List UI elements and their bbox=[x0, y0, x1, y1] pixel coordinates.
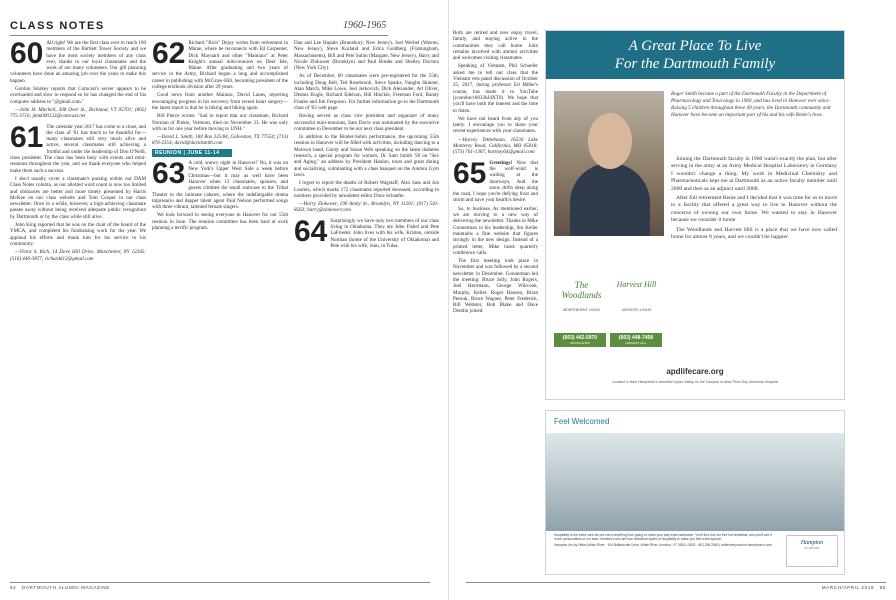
note-65-greeting: Greetings! bbox=[489, 159, 513, 166]
hampton-ad[interactable] bbox=[545, 410, 845, 575]
hampton-headline: Feel Welcomed bbox=[554, 417, 610, 426]
note-61-p2: I don't usually cover a classmate's passing within our DAM Class Notes column, as our allotted word count is now too limited and obituaries are better and more timely presented by Harris McKee on our class website and Tom Cooper in our class newsletter. Once in a while, however, a high-achieving classmate passes away without being received adequate public recognition by Dartmouth or by the class while still alive. bbox=[10, 175, 146, 220]
photo-face-shape bbox=[588, 113, 632, 169]
footer-left bbox=[10, 585, 110, 590]
magazine-name: DARTMOUTH ALUMNI MAGAZINE bbox=[21, 585, 110, 590]
hotel-lobby-image bbox=[546, 433, 844, 531]
woodlands-phone-number: (603) 442-5970 bbox=[562, 335, 598, 341]
footer-right bbox=[822, 585, 886, 590]
page-gutter bbox=[448, 0, 449, 600]
harvest-hill-phone[interactable] bbox=[610, 333, 662, 347]
note-65-text: Now that the wolf-wind is wailing at the doorways, And the snow drifts deep along the road, I hope you're defying frost and storm and have your hearth's desire. bbox=[453, 159, 538, 204]
note-61-text: The calendar year 2017 has come to a close, and the class of '61 has much to be thankful for—many classmates still very much alive and active, several classmates still achieving a fruitful and under the leadership of Don O'Neill, class president. The class has been busy with events and mini-reunions throughout the year, and we thank everyone who helped make them such a success. bbox=[10, 123, 146, 174]
note-64-p3: I regret to report the deaths of Robert Wagstaff, Alex Sass and Jon Loomis, which marks 172 classmates reported deceased, according to numbers provided by newsletter editor Dave Schaefer. bbox=[294, 180, 439, 199]
footer-rule-left bbox=[10, 582, 430, 583]
ad-location: Located in New Hampshire's beautiful Upper Valley on the Campus of Alice Peck Day Memorial Hospital bbox=[612, 380, 778, 384]
note-64b-p2: Speaking of Vietnam, Phil Schaefer asked me to tell our class that the Vietnam vets panel discussion of October 25, 2017, during professor Ed Miller's course, has made it to YouTube (youtube/c6833hJ4XT0). We hope that you'll have both the interest and the time to listen. bbox=[453, 63, 538, 114]
note-64b-p3: We have not heard from any of you lately. I encourage you to share your recent experiences with your classmates. bbox=[453, 115, 538, 135]
note-64b-text: Both are retired and now enjoy travel, family, and staying active in the communities they call home. John remains involved with alumni activities and welcomes visiting classmates. bbox=[453, 30, 538, 62]
page-number-left: 64 bbox=[10, 585, 17, 590]
ad-headline-2: For the Dartmouth Family bbox=[614, 56, 776, 72]
ad-body bbox=[671, 156, 837, 356]
note-61-signature: —Victor S. Rich, 14 Dove Hill Drive, Manchester, NY 12345; (516) 446-3877; richardd12@gmail.com bbox=[10, 249, 146, 262]
resident-photo bbox=[554, 91, 664, 236]
note-65-p3: The first meeting took place in November and was followed by a second newsletter in December. Gonnerman led the meeting: Bruce Jolly, John Rogers, Joel Herrmann, George Wiltcook, Murphy, Keller, Roger Hansen, Brian Perouk, Bruce Wagner, Peter Frederick, Bill Webster, Bob Blake and Dave Dentlin joined. bbox=[453, 258, 538, 315]
note-64-p2: In addition to the Binder-Subin performance, the upcoming 55th reunion in Hanover will be filled with activities, including dancing to a Motown band. Gordy and Susan Web speaking on the latest diabetes research, a special program for women, Dr. Sam Smith '58 on "Sex and Aging," an address by President Hanlon, tours and great dining and socializing, culminating with a class banquet on the Alumni Gym lawn. bbox=[294, 134, 439, 178]
woodlands-logo-sub: INDEPENDENT LIVING bbox=[562, 308, 601, 312]
ad-website-link[interactable]: apdlifecare.org bbox=[666, 367, 724, 376]
photo-body-shape bbox=[570, 163, 650, 236]
header-divider bbox=[10, 35, 388, 36]
woodlands-phone-label: WOODLANDS bbox=[570, 341, 590, 345]
ad-body-p3: The Woodlands and Harvest Hill is a place that we have now called home for almost 8 years, and we couldn't be happier. bbox=[671, 226, 837, 241]
class-number-62: 62 bbox=[152, 40, 186, 70]
class-number-64: 64 bbox=[294, 214, 328, 248]
class-years-range: 1960-1965 bbox=[343, 20, 387, 31]
section-title: CLASS NOTES bbox=[10, 20, 105, 32]
ad-headline-1: A Great Place To Live bbox=[628, 38, 762, 54]
note-62b-p3: Having served as class vice president and organizer of many successful mini-reunions, Sam Davis was nominated by the executive committee in December to be our next class president. bbox=[294, 113, 439, 132]
note-64-text: Surprisingly we have only two members of our class living in Oklahoma. They are John Fishel and Pete LaFrieder. John lives with his wife, Kristen, outside Norman (home of the University of Oklahoma) and Pete with his wife, Jean, in Tulsa. bbox=[330, 217, 439, 249]
reunion-badge: REUNION | JUNE 11-14 bbox=[152, 149, 232, 157]
class-number-61: 61 bbox=[10, 120, 44, 154]
note-64-signature: —Harry Zlokower, 190 Amity St., Brooklyn, NY 11201; (917) 541-8563; harry@zlokower.com bbox=[294, 201, 439, 214]
woodlands-phone[interactable] bbox=[554, 333, 606, 347]
note-60-text: All right! We are the first class ever to reach 100 members of the Bartlett Tower Society and we have the most society members of any class ever, thanks to our loyal classmates and the work of our many volunteers. Our gift planning volunteers have done an amazing job over the years to make this happen. bbox=[10, 40, 146, 84]
note-62b-text: Dan and Lee Hupalo (Brunsbury, New Jersey), Joel Werbel (Warren, New Jersey), Steve Kurland and Erica Goldberg (Framingham, Massachusetts), Bill and Pete Subin (Margate, New Jersey), Harry and Nicole Zlokower (Brooklyn) and Paul Binder and Shelley Doctors (New York City). bbox=[294, 40, 439, 72]
note-62-p3: Bill Pierce writes: "Sad to report that our classmate, Richard Norman of Pinkie, Vermont, died on November 23. He was only with us for one year before moving to UNH." bbox=[152, 113, 288, 132]
ad-quote: Roger Smith became a part of the Dartmouth Faculty in the Department of Pharmacology and Toxicology in 1960, and has lived in Hanover ever since. Raising 5 children throughout these 49 years, the Dartmouth community and Hanover have become an important part of his and his wife Renie's lives. bbox=[671, 91, 831, 118]
class-number-60: 60 bbox=[10, 40, 44, 70]
note-62-signature: —David L. Smith, 184 Box 225/84, Galveston, TX 77554; (713) 870-2354; david@davidsmith.com bbox=[152, 134, 288, 147]
ad-body-p2: After full retirement Renie and I decided that it was time for us to move to a facility that offered a great way to live in Hanover without the concerns of owning our own home. We wanted to stay in Hanover because we consider it home. bbox=[671, 195, 837, 224]
hotel-text bbox=[554, 533, 774, 548]
issue-date: MARCH/APRIL 2018 bbox=[821, 585, 875, 590]
ad-body-p1: Joining the Dartmouth faculty in 1960 wasn't exactly the plan, but after serving in the army at an Army Medical Hospital Laboratory in Germany I wouldn't change a thing. My work in Medicinal Chemistry and Pharmaceuticals kept me at Dartmouth as an active faculty member until 2000 and then as an adjunct until 2008. bbox=[671, 156, 837, 192]
harvest-hill-phone-number: (603) 448-7458 bbox=[618, 335, 654, 341]
note-62-text: Richard "Rich" Dejoy writes from retirement in Maine, where he reconnects with Ed Carpenter, Dick Maynard and other "Mainiacs" at Peter Knight's annual mini-reunion on Deer Isle, Maine. After graduating and two years of service in the Army, Richard began a long and accomplished career in publishing with McGraw-Hill, becoming president of the college textbook division after 29 years. bbox=[152, 40, 288, 91]
woodlands-logo: The Woodlands bbox=[561, 280, 602, 300]
note-62b-p2: As of December, 60 classmates were pre-registered for the 55th, including Doug Bell, Ted Rosebrook, Steve Sparks, Vaughn Skinner, Alan March, Mike Lowe, Joel Jerkovich, Dick Alexander, Art Oliver, Dennis Kugle, Richard Edelson, Bill Hinckle, Freeman Ford, Randy Franke and Jim Ferguson. For further information go to the Dartmouth class of '63 web page. bbox=[294, 73, 439, 111]
note-65-p2: So, to business. As mentioned earlier, we are moving to a new way of delivering the newsletter. Thanks to Mike Gonnerman in his leadership, Stu Keller maintains a fine website that figures strongly in the new design. Instead of a printed letter, Mike hosts quarterly conference calls. bbox=[453, 205, 538, 256]
note-60-signature: —John H. Mitchell, 308 Over St., Richland, VT 05701; (802) 775-3716; jmm000123@comcast.net bbox=[10, 106, 146, 120]
page-number-right: 65 bbox=[879, 585, 886, 590]
hampton-logo-sub: by HILTON bbox=[804, 546, 820, 550]
note-61-p3: John King reported that he was on the chair of the board of the YMCA, and completed his fundraising work for the year. We applaud his efforts and thank him for his service to his community. bbox=[10, 222, 146, 247]
ad-banner bbox=[546, 31, 844, 79]
note-62-p2: Good news from another Mainiac, David Lanes, reporting encouraging progress in his recovery from recent heart surgery—the latest report is that he is biking and hiking again. bbox=[152, 92, 288, 111]
class-number-65: 65 bbox=[453, 156, 487, 190]
hampton-logo-name: Hampton bbox=[800, 540, 824, 546]
hotel-body: Hospitality is the extra care we put into everything from going to make your stay extra awesome. You'll find it at our free hot breakfast, and you'll see it in the personalities of our team members who are true individual styles of hospitality to make you feel extra special. bbox=[554, 533, 772, 542]
hampton-logo bbox=[786, 535, 838, 567]
note-63-text: A cold, snowy night in Hanover? No, it was on New York's Upper West Side a week before Christmas—but it may as well have been Hanover when 13 classmates, spouses, and guests climbed the small staircase to the Tribal Theater to the intimate cabaret, where the indefatigable drama impresario and dapper talent agent Paul Nelson performed songs with three vibrant, talented female singers. bbox=[152, 160, 288, 211]
ad-phones bbox=[554, 331, 664, 349]
note-64b-signature: —Harvey Tettlebaum, 16230 Lake Monterey Road, California, MO 65018; (573) 761-1307; hartney64@gmail.com bbox=[453, 136, 538, 156]
column-2 bbox=[152, 40, 288, 580]
ad-logos bbox=[554, 266, 664, 336]
note-60-p2: Gordon Starkey reports that Comcast's server appears to be overloaded and slow to respond so he has changed the end of his computer address to "@gmail.com." bbox=[10, 86, 146, 105]
hotel-address: Hampton Inn by Hilton White River · 104 Ballardvale Drive, White River Junction, VT 05001-3830 · 802.296.2800 | whiteriverjunction.hamptoninn.com bbox=[554, 543, 772, 548]
harvest-hill-logo-sub: ASSISTED LIVING bbox=[621, 308, 652, 312]
column-3 bbox=[294, 40, 439, 580]
footer-rule-right bbox=[466, 582, 886, 583]
harvest-hill-phone-label: HARVEST HILL bbox=[625, 341, 647, 345]
column-1 bbox=[10, 40, 146, 580]
column-4 bbox=[453, 30, 538, 560]
harvest-hill-logo: Harvest Hill bbox=[616, 280, 657, 289]
woodlands-ad[interactable] bbox=[545, 30, 845, 400]
note-63-p2: We look forward to seeing everyone in Hanover for our 55th reunion in June. The reunion committee has been hard at work planning a terrific program. bbox=[152, 212, 288, 232]
class-number-63: 63 bbox=[152, 157, 186, 191]
